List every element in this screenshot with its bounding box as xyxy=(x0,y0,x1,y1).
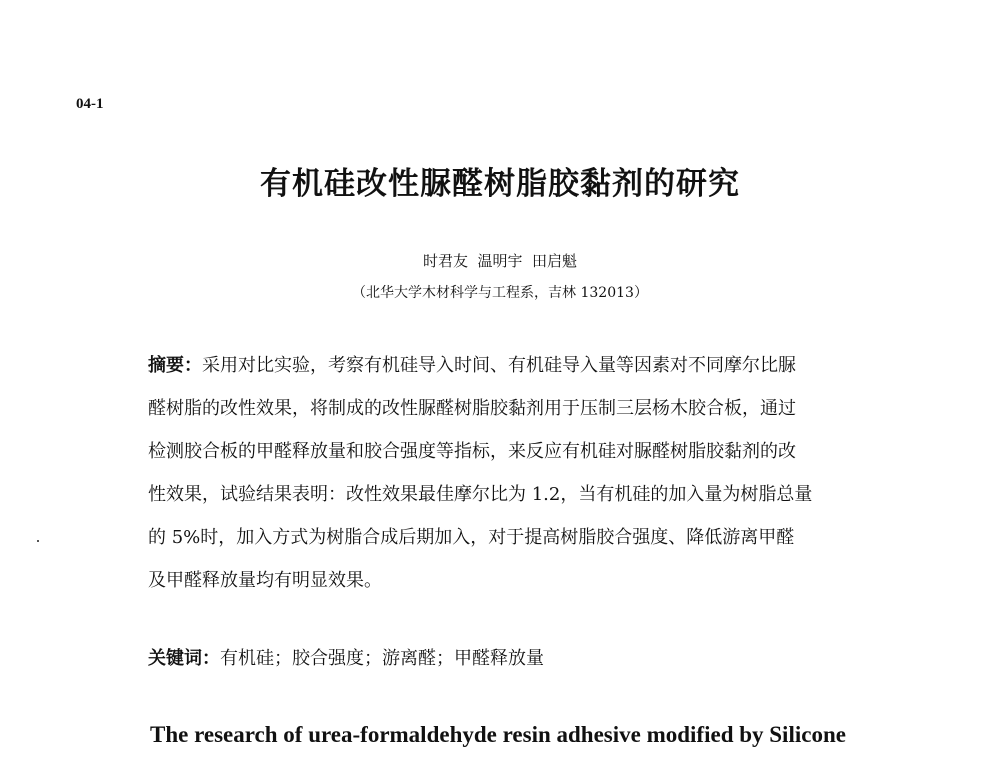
affiliation: （北华大学木材科学与工程系，吉林 132013） xyxy=(352,285,648,301)
abstract-line: 检测胶合板的甲醛释放量和胶合强度等指标，来反应有机硅对脲醛树脂胶黏剂的改 xyxy=(148,441,796,462)
keywords xyxy=(148,644,544,670)
keywords-label: 关键词： xyxy=(148,648,220,669)
abstract-line: 及甲醛释放量均有明显效果。 xyxy=(148,570,382,591)
abstract-line: 性效果，试验结果表明：改性效果最佳摩尔比为 1.2，当有机硅的加入量为树脂总量 xyxy=(148,484,813,505)
english-title: The research of urea-formaldehyde resin adhesive modified by Silicone xyxy=(150,722,846,747)
abstract-label: 摘要： xyxy=(148,355,202,376)
page-code: 04-1 xyxy=(76,96,104,112)
abstract-line xyxy=(148,352,868,395)
abstract xyxy=(148,352,868,610)
abstract-line: 醛树脂的改性效果，将制成的改性脲醛树脂胶黏剂用于压制三层杨木胶合板，通过 xyxy=(148,398,796,419)
authors: 时君友 温明宇 田启魁 xyxy=(422,252,578,270)
keywords-text: 有机硅；胶合强度；游离醛；甲醛释放量 xyxy=(220,648,544,669)
abstract-line: 的 5%时，加入方式为树脂合成后期加入，对于提高树脂胶合强度、降低游离甲醛 xyxy=(148,527,795,548)
paper-title: 有机硅改性脲醛树脂胶黏剂的研究 xyxy=(260,166,740,202)
abstract-text: 采用对比实验，考察有机硅导入时间、有机硅导入量等因素对不同摩尔比脲 xyxy=(202,355,796,376)
scan-artifact xyxy=(37,540,39,542)
